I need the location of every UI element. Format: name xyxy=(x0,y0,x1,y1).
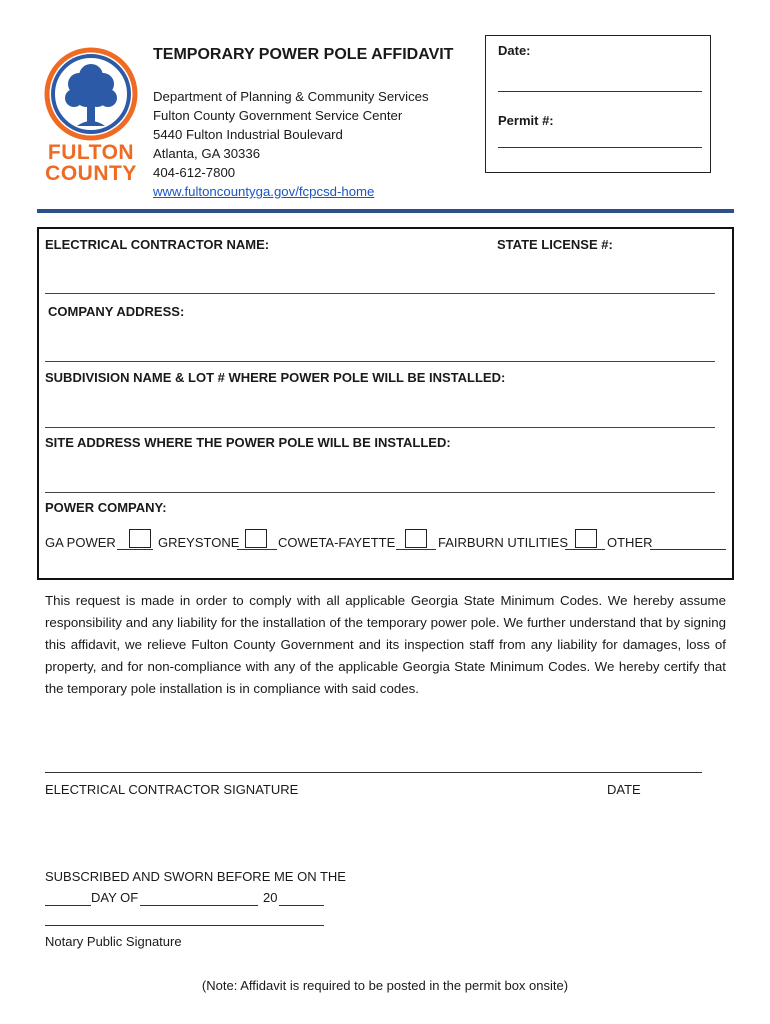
state-license-label: STATE LICENSE #: xyxy=(497,237,613,252)
option-other: OTHER xyxy=(607,535,653,550)
affidavit-statement: This request is made in order to comply with all applicable Georgia State Minimum Codes. We hereby assume responsibility and any liability for the installation of the temporary power pole. We further understand that by signing this affidavit, we relieve Fulton County Government and its inspection staff from any liability for damages, loss of property, and for non-compliance with any of the applicable Georgia State Minimum Codes. We hereby certify that the temporary pole installation is in compliance with said codes. xyxy=(45,593,726,696)
signature-date-label: DATE xyxy=(607,782,641,797)
option-ga-power: GA POWER xyxy=(45,535,116,550)
contractor-signature-field[interactable] xyxy=(45,772,702,773)
posting-note: (Note: Affidavit is required to be posted in the permit box onsite) xyxy=(201,978,569,993)
contractor-name-field[interactable] xyxy=(45,293,715,294)
subdivision-label: SUBDIVISION NAME & LOT # WHERE POWER POLE WILL BE INSTALLED: xyxy=(45,370,506,385)
other-text-field[interactable] xyxy=(650,549,726,550)
department-name: Department of Planning & Community Services xyxy=(153,89,429,104)
contractor-name-label: ELECTRICAL CONTRACTOR NAME: xyxy=(45,237,270,252)
notary-signature-label: Notary Public Signature xyxy=(45,934,182,949)
phone-number: 404-612-7800 xyxy=(153,165,236,180)
checkbox-coweta-fayette[interactable] xyxy=(405,529,427,548)
site-address-label: SITE ADDRESS WHERE THE POWER POLE WILL BE INSTALLED: xyxy=(45,435,451,450)
date-permit-box xyxy=(485,35,711,173)
date-label: Date: xyxy=(498,43,531,58)
option-underline xyxy=(117,549,153,550)
tree-emblem-icon xyxy=(42,46,140,142)
permit-label: Permit #: xyxy=(498,113,554,128)
subdivision-field[interactable] xyxy=(45,427,715,428)
option-underline xyxy=(565,549,605,550)
site-address-field[interactable] xyxy=(45,492,715,493)
contractor-form xyxy=(37,227,734,580)
power-company-label: POWER COMPANY: xyxy=(45,500,167,515)
logo-word-fulton: FULTON xyxy=(47,141,135,164)
company-address-field[interactable] xyxy=(45,361,715,362)
date-field[interactable] xyxy=(498,91,702,92)
service-center: Fulton County Government Service Center xyxy=(153,108,403,123)
logo-word-county: COUNTY xyxy=(45,162,137,185)
street-address: 5440 Fulton Industrial Boulevard xyxy=(153,127,343,142)
option-greystone: GREYSTONE xyxy=(158,535,240,550)
page-title: TEMPORARY POWER POLE AFFIDAVIT xyxy=(153,46,454,63)
city-state-zip: Atlanta, GA 30336 xyxy=(153,146,261,161)
company-address-label: COMPANY ADDRESS: xyxy=(48,304,185,319)
option-coweta-fayette: COWETA-FAYETTE xyxy=(278,535,396,550)
checkbox-fairburn-utilities[interactable] xyxy=(575,529,597,548)
year-field[interactable] xyxy=(279,905,324,906)
sworn-statement: SUBSCRIBED AND SWORN BEFORE ME ON THE xyxy=(45,869,346,884)
option-fairburn-utilities: FAIRBURN UTILITIES xyxy=(438,535,569,550)
day-field[interactable] xyxy=(45,905,91,906)
website-link[interactable]: www.fultoncountyga.gov/fcpcsd-home xyxy=(153,184,375,199)
fulton-county-logo xyxy=(42,46,140,186)
option-underline xyxy=(396,549,436,550)
checkbox-greystone[interactable] xyxy=(245,529,267,548)
option-underline xyxy=(237,549,277,550)
contractor-signature-label: ELECTRICAL CONTRACTOR SIGNATURE xyxy=(45,782,299,797)
permit-field[interactable] xyxy=(498,147,702,148)
notary-signature-field[interactable] xyxy=(45,925,324,926)
header-divider xyxy=(37,209,734,213)
month-field[interactable] xyxy=(140,905,258,906)
year-prefix-label: 20 xyxy=(263,890,278,905)
checkbox-ga-power[interactable] xyxy=(129,529,151,548)
day-of-label: DAY OF xyxy=(91,890,139,905)
